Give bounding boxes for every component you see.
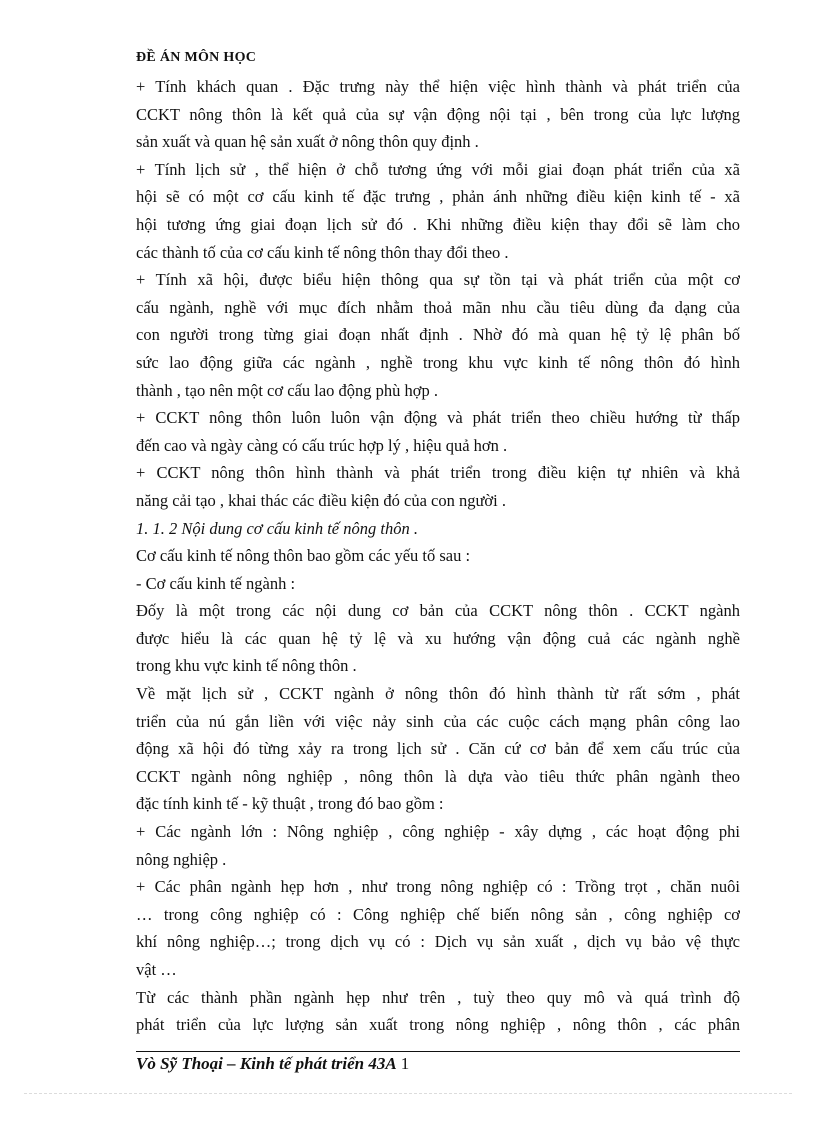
text-line: động xã hội đó từng xảy ra trong lịch sử . Căn cứ cơ bản để xem cấu trúc của: [136, 739, 740, 759]
text-line: … trong công nghiệp có : Công nghiệp chế biến nông sản , công nghiệp cơ: [136, 904, 740, 924]
footer-divider: [136, 1051, 740, 1052]
page-number: 1: [400, 1054, 410, 1073]
text-line: + Các ngành lớn : Nông nghiệp , công nghiệp - xây dựng , các hoạt động phi: [136, 822, 740, 842]
text-line: phát triển của lực lượng sản xuất trong nông nghiệp , nông thôn , các phân: [136, 1015, 740, 1035]
text-line: hội sẽ có một cơ cấu kinh tế đặc trưng , phản ánh những điều kiện kinh tế - xã: [136, 187, 740, 207]
footer-author-course: Vò Sỹ Thoại – Kinh tế phát triển 43A: [136, 1054, 397, 1073]
text-line: CCKT ngành nông nghiệp , nông thôn là dựa vào tiêu thức phân ngành theo: [136, 766, 740, 786]
text-line: cấu ngành, nghề với mục đích nhằm thoả mãn nhu cầu tiêu dùng đa dạng của: [136, 297, 740, 317]
text-line: trong khu vực kinh tế nông thôn .: [136, 656, 357, 676]
text-line: nông nghiệp .: [136, 849, 227, 869]
text-line: + Các phân ngành hẹp hơn , như trong nông nghiệp có : Trồng trọt , chăn nuôi: [136, 877, 740, 897]
text-line: Đốy là một trong các nội dung cơ bản của CCKT nông thôn . CCKT ngành: [136, 601, 740, 621]
text-line: các thành tố của cơ cấu kinh tế nông thôn thay đổi theo .: [136, 242, 509, 262]
text-line: vật …: [136, 960, 177, 979]
text-line: + CCKT nông thôn luôn luôn vận động và phát triển theo chiều hướng từ thấp: [136, 408, 740, 428]
text-line: hội tương ứng giai đoạn lịch sử đó . Khi những điều kiện thay đổi sẽ làm cho: [136, 214, 740, 234]
text-line: + Tính xã hội, được biểu hiện thông qua sự tồn tại và phát triển của một cơ: [136, 270, 740, 290]
document-header: ĐỀ ÁN MÔN HỌC: [136, 50, 257, 65]
text-line: sản xuất và quan hệ sản xuất ở nông thôn quy định .: [136, 132, 479, 152]
text-line: thành , tạo nên một cơ cấu lao động phù hợp .: [136, 380, 439, 400]
text-line: + CCKT nông thôn hình thành và phát triển trong điều kiện tự nhiên và khả: [136, 463, 740, 483]
text-line: con người trong từng giai đoạn nhất định . Nhờ đó mà quan hệ tỷ lệ phân bố: [136, 325, 740, 345]
text-line: triển của nú gắn liền với việc nảy sinh của các cuộc cách mạng phân công lao: [136, 711, 740, 731]
text-line: năng cải tạo , khai thác các điều kiện đó của con người .: [136, 490, 506, 510]
text-line: đến cao và ngày càng có cấu trúc hợp lý , hiệu quả hơn .: [136, 435, 508, 455]
text-line: khí nông nghiệp…; trong dịch vụ có : Dịch vụ sản xuất , dịch vụ bảo vệ thực: [136, 932, 740, 952]
text-line: + Tính lịch sử , thể hiện ở chỗ tương ứng với mỗi giai đoạn phát triển của xã: [136, 159, 740, 179]
text-line: Cơ cấu kinh tế nông thôn bao gồm các yếu tố sau :: [136, 546, 471, 566]
text-line: - Cơ cấu kinh tế ngành :: [136, 573, 296, 593]
page-break-divider: [24, 1093, 792, 1094]
text-line: được hiểu là các quan hệ tỷ lệ và xu hướng vận động cuả các ngành nghề: [136, 628, 740, 648]
text-line: Về mặt lịch sử , CCKT ngành ở nông thôn đó hình thành từ rất sớm , phát: [136, 684, 740, 704]
text-line: đặc tính kinh tế - kỹ thuật , trong đó bao gồm :: [136, 794, 444, 814]
body-text: [136, 73, 740, 1039]
text-line: CCKT nông thôn là kết quả của sự vận động nội tại , bên trong của lực lượng: [136, 104, 740, 124]
section-heading: 1. 1. 2 Nội dung cơ cấu kinh tế nông thôn .: [136, 518, 418, 538]
text-line: Từ các thành phần ngành hẹp như trên , tuỳ theo quy mô và quá trình độ: [136, 987, 740, 1007]
text-line: + Tính khách quan . Đặc trưng này thể hiện việc hình thành và phát triển của: [136, 77, 740, 96]
page-footer: [136, 1054, 409, 1074]
text-line: sức lao động giữa các ngành , nghề trong khu vực kinh tế nông thôn đó hình: [136, 352, 740, 372]
